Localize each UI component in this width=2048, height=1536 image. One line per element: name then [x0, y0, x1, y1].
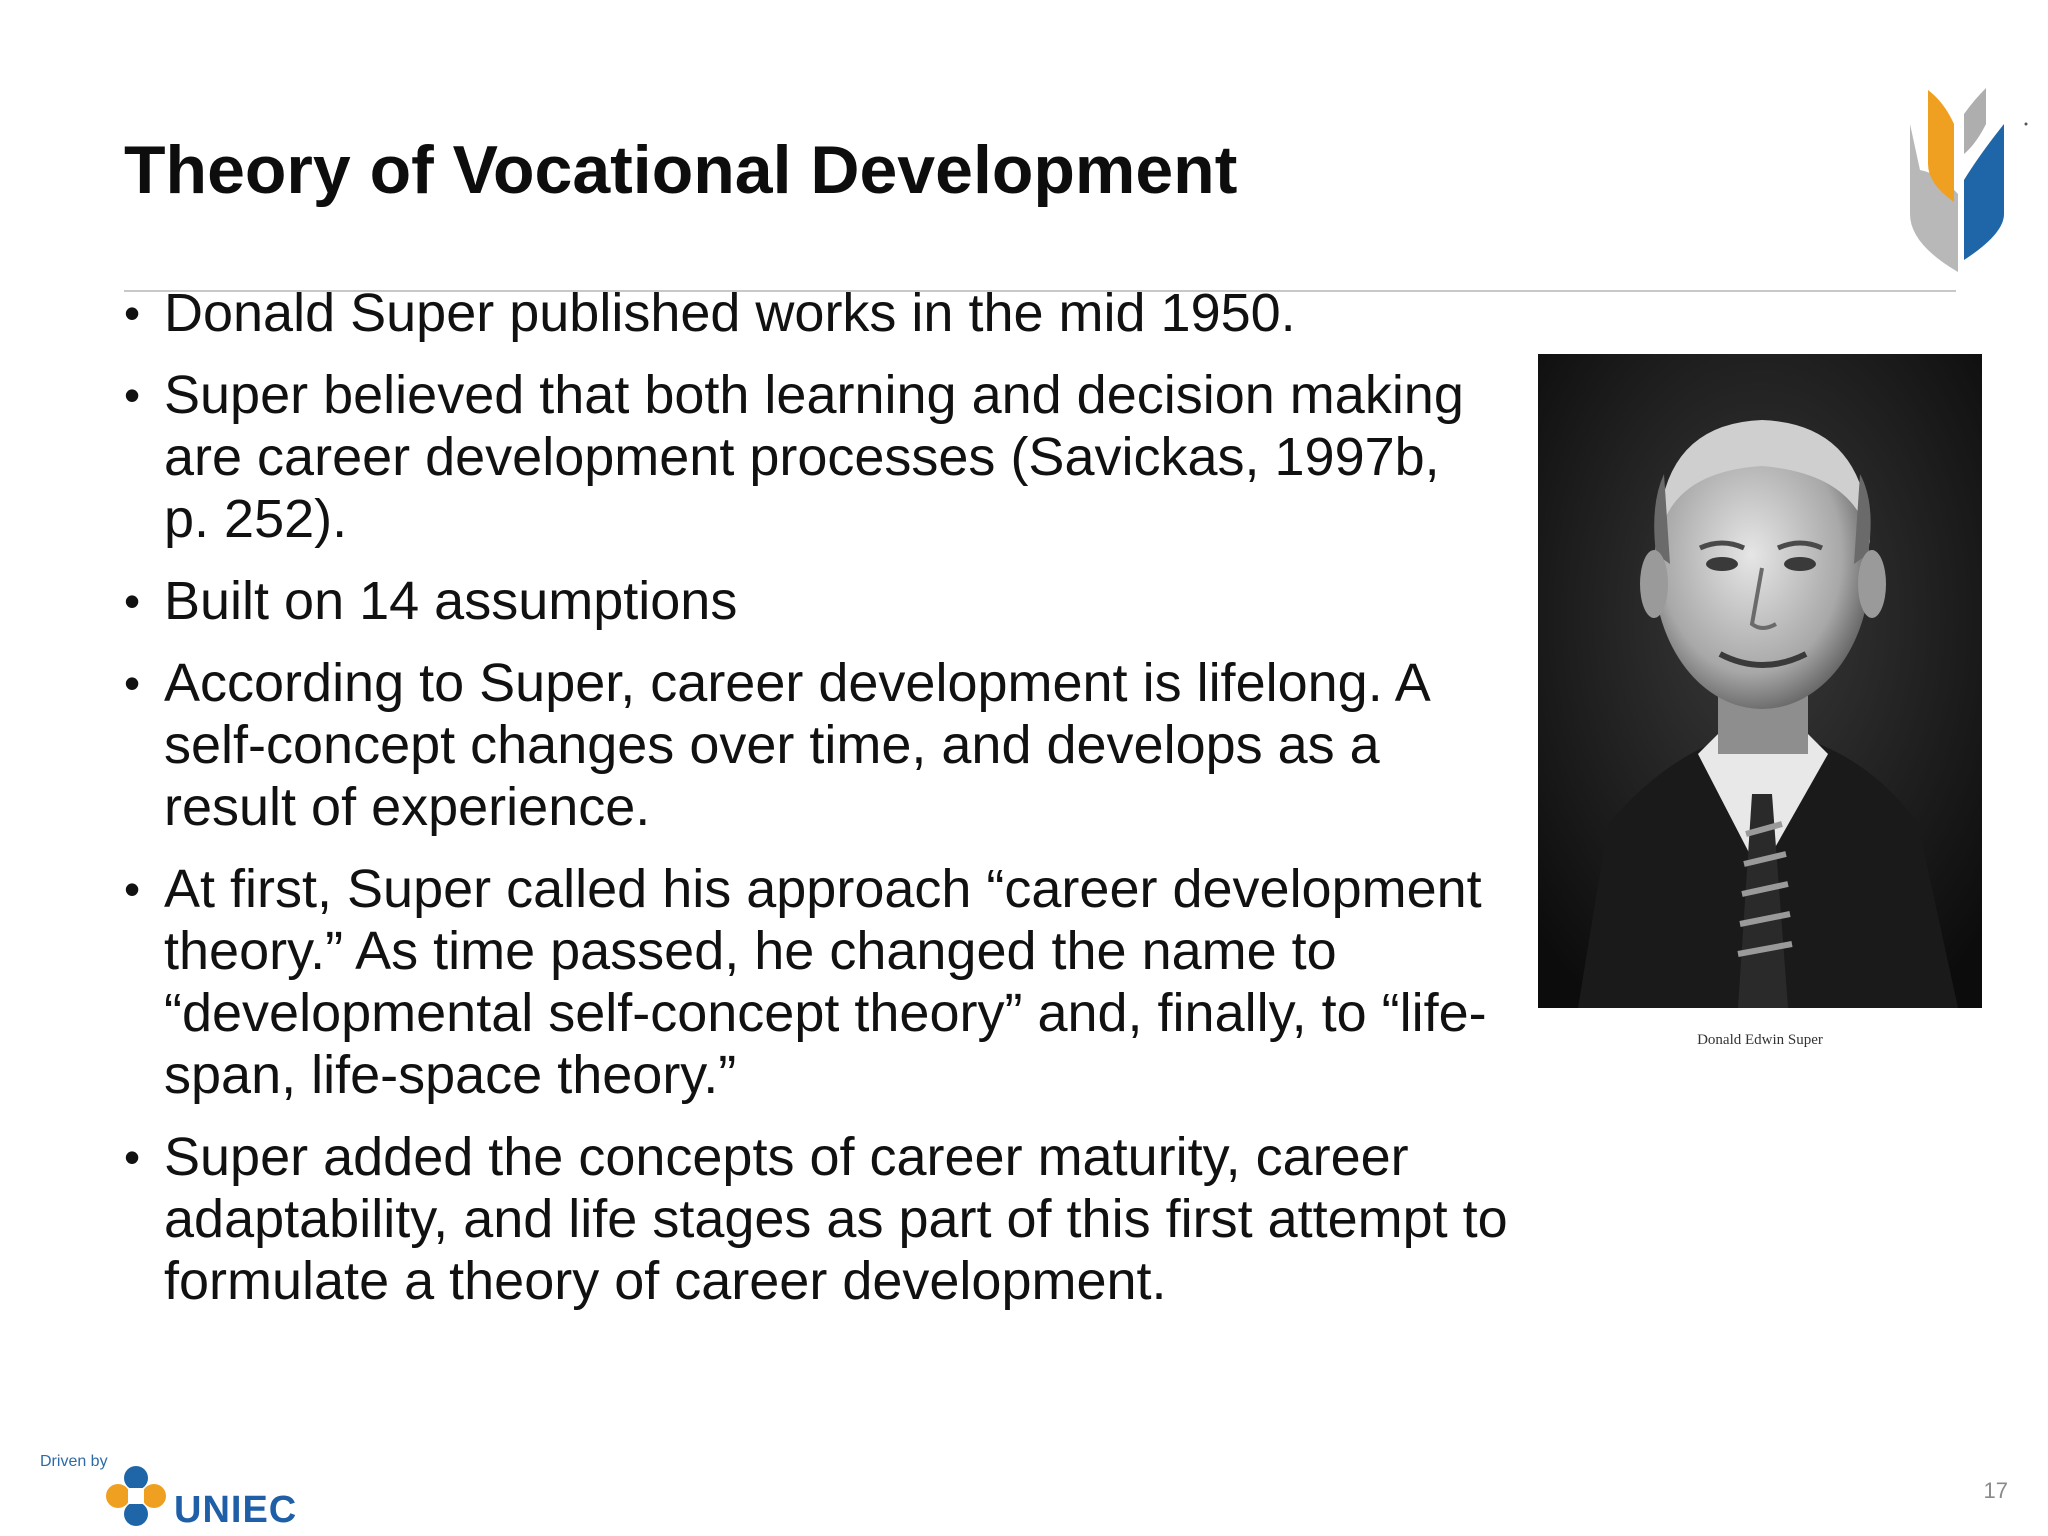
- page-number: 17: [1983, 1478, 2008, 1503]
- book-leaves-logo-icon: [1880, 84, 2030, 274]
- driven-by-label: Driven by: [40, 1453, 108, 1470]
- portrait-photo: [1538, 354, 1982, 1008]
- bullet-item: [124, 364, 1464, 550]
- bullet-text: Built on 14 assumptions: [164, 571, 738, 631]
- bullet-text: According to Super, career development is lifelong. A self-concept changes over time, and develops as a result of experience.: [164, 653, 1428, 837]
- bullet-glyph: •: [124, 657, 141, 709]
- bullet-glyph: •: [124, 287, 141, 339]
- bullet-list: [124, 282, 1524, 1332]
- bullet-item: [124, 1126, 1524, 1312]
- bullet-glyph: •: [124, 863, 141, 915]
- bullet-glyph: •: [124, 575, 141, 627]
- brand-name: UNIEC: [174, 1489, 298, 1531]
- bullet-glyph: •: [124, 369, 141, 421]
- bullet-glyph: •: [124, 1131, 141, 1183]
- bullet-item: [124, 570, 1524, 632]
- bullet-text: Super added the concepts of career maturity, career adaptability, and life stages as part of this first attempt to formulate a theory of career development.: [164, 1127, 1508, 1311]
- bullet-text: Donald Super published works in the mid 1950.: [164, 283, 1296, 343]
- bullet-text: Super believed that both learning and decision making are career development processes (Savickas, 1997b, p. 252).: [164, 365, 1464, 549]
- bullet-item: [124, 652, 1524, 838]
- bullet-item: [124, 282, 1524, 344]
- uniec-logo-icon: [98, 1458, 174, 1534]
- bullet-item: [124, 858, 1524, 1106]
- bullet-text: At first, Super called his approach “career development theory.” As time passed, he changed the name to “developmental self-concept theory” and, finally, to “life-span, life-space theory.”: [164, 859, 1487, 1105]
- slide-title: Theory of Vocational Development: [124, 132, 1238, 208]
- portrait-caption: Donald Edwin Super: [1697, 1032, 1823, 1048]
